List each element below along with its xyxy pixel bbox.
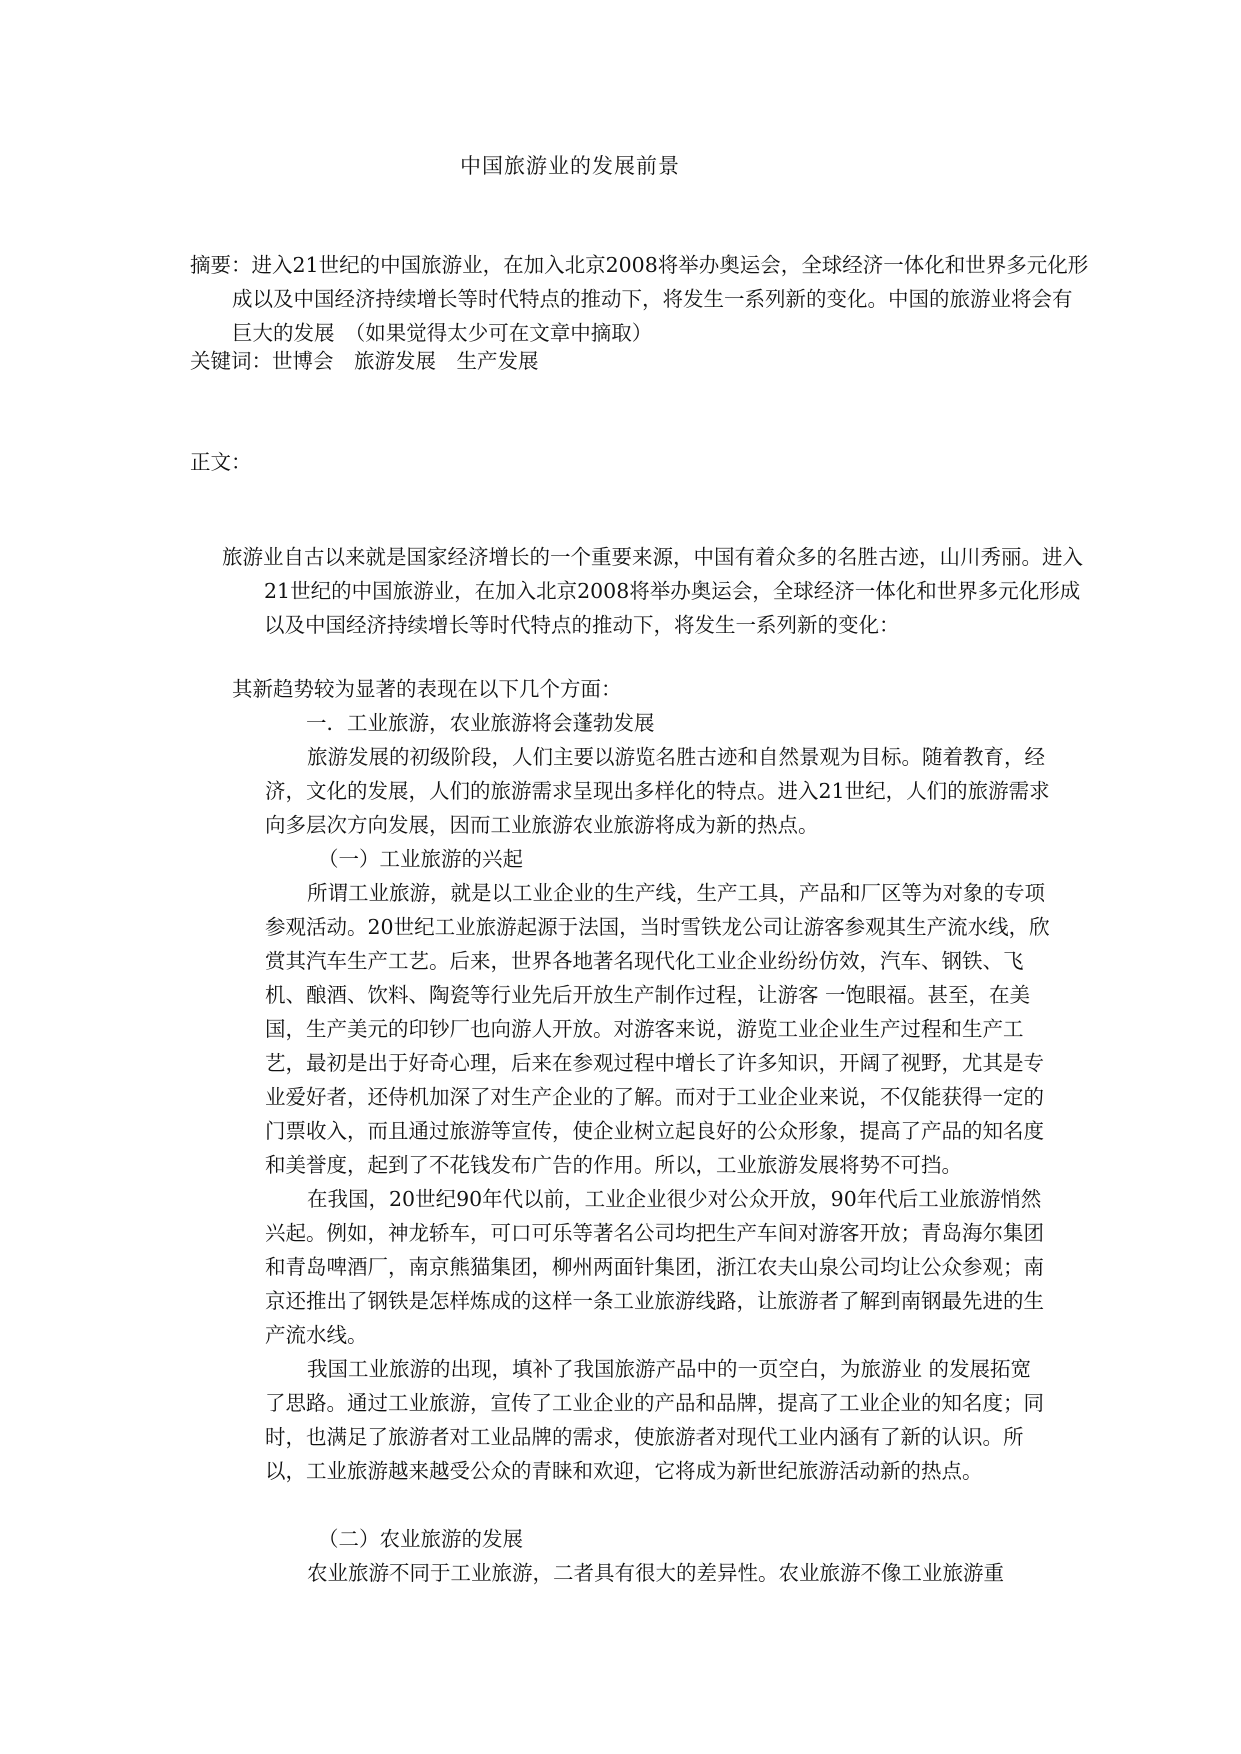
subsection-1-paragraph-3: 我国工业旅游的出现，填补了我国旅游产品中的一页空白，为旅游业 的发展拓宽了思路。通过工业旅游，宣传了工业企业的产品和品牌，提高了工业企业的知名度；同时，也满足了旅游者对工业品牌的需求，使旅游者对现代工业内涵有了新的认识。所以，工业旅游越来越受公众的青睐和欢迎，它将成为新世纪旅游活动新的热点。 [265, 1357, 1044, 1483]
intro-paragraph: 旅游业自古以来就是国家经济增长的一个重要来源，中国有着众多的名胜古迹，山川秀丽。进入21世纪的中国旅游业，在加入北京2008将举办奥运会，全球经济一体化和世界多元化形成以及中国经济持续增长等时代特点的推动下，将发生一系列新的变化： [222, 545, 1083, 637]
section-heading-1: 一．工业旅游，农业旅游将会蓬勃发展 [306, 711, 655, 735]
keywords: 关键词：世博会 旅游发展 生产发展 [190, 349, 539, 373]
trend-lead: 其新趋势较为显著的表现在以下几个方面： [232, 677, 622, 701]
subsection-2-paragraph-1: 农业旅游不同于工业旅游，二者具有很大的差异性。农业旅游不像工业旅游重 [307, 1561, 1004, 1585]
subsection-heading-1: （一）工业旅游的兴起 [318, 847, 523, 871]
abstract: 摘要：进入21世纪的中国旅游业，在加入北京2008将举办奥运会，全球经济一体化和世界多元化形成以及中国经济持续增长等时代特点的推动下，将发生一系列新的变化。中国的旅游业将会有巨大的发展 （如果觉得太少可在文章中摘取） [190, 253, 1089, 345]
subsection-1-paragraph-1: 所谓工业旅游，就是以工业企业的生产线，生产工具，产品和厂区等为对象的专项参观活动。20世纪工业旅游起源于法国，当时雪铁龙公司让游客参观其生产流水线，欣赏其汽车生产工艺。后来，世界各地著名现代化工业企业纷纷仿效，汽车、钢铁、飞机、酿酒、饮料、陶瓷等行业先后开放生产制作过程，让游客 一饱眼福。甚至，在美国，生产美元的印钞厂也向游人开放。对游客来说，游览工业企业生产过程和生产工艺，最初是出于好奇心理，后来在参观过程中增长了许多知识，开阔了视野，尤其是专业爱好者，还侍机加深了对生产企业的了解。而对于工业企业来说，不仅能获得一定的门票收入，而且通过旅游等宣传，使企业树立起良好的公众形象，提高了产品的知名度和美誉度，起到了不花钱发布广告的作用。所以，工业旅游发展将势不可挡。 [265, 881, 1050, 1177]
section-1-paragraph: 旅游发展的初级阶段，人们主要以游览名胜古迹和自然景观为目标。随着教育，经济，文化的发展，人们的旅游需求呈现出多样化的特点。进入21世纪，人们的旅游需求向多层次方向发展，因而工业旅游农业旅游将成为新的热点。 [265, 745, 1050, 837]
subsection-1-paragraph-2: 在我国，20世纪90年代以前，工业企业很少对公众开放，90年代后工业旅游悄然兴起。例如，神龙轿车，可口可乐等著名公司均把生产车间对游客开放；青岛海尔集团和青岛啤酒厂，南京熊猫集团，柳州两面针集团，浙江农夫山泉公司均让公众参观；南京还推出了钢铁是怎样炼成的这样一条工业旅游线路，让旅游者了解到南钢最先进的生产流水线。 [265, 1187, 1044, 1347]
body-label: 正文： [190, 450, 252, 474]
document-title: 中国旅游业的发展前景 [460, 154, 680, 178]
subsection-heading-2: （二）农业旅游的发展 [318, 1527, 523, 1551]
